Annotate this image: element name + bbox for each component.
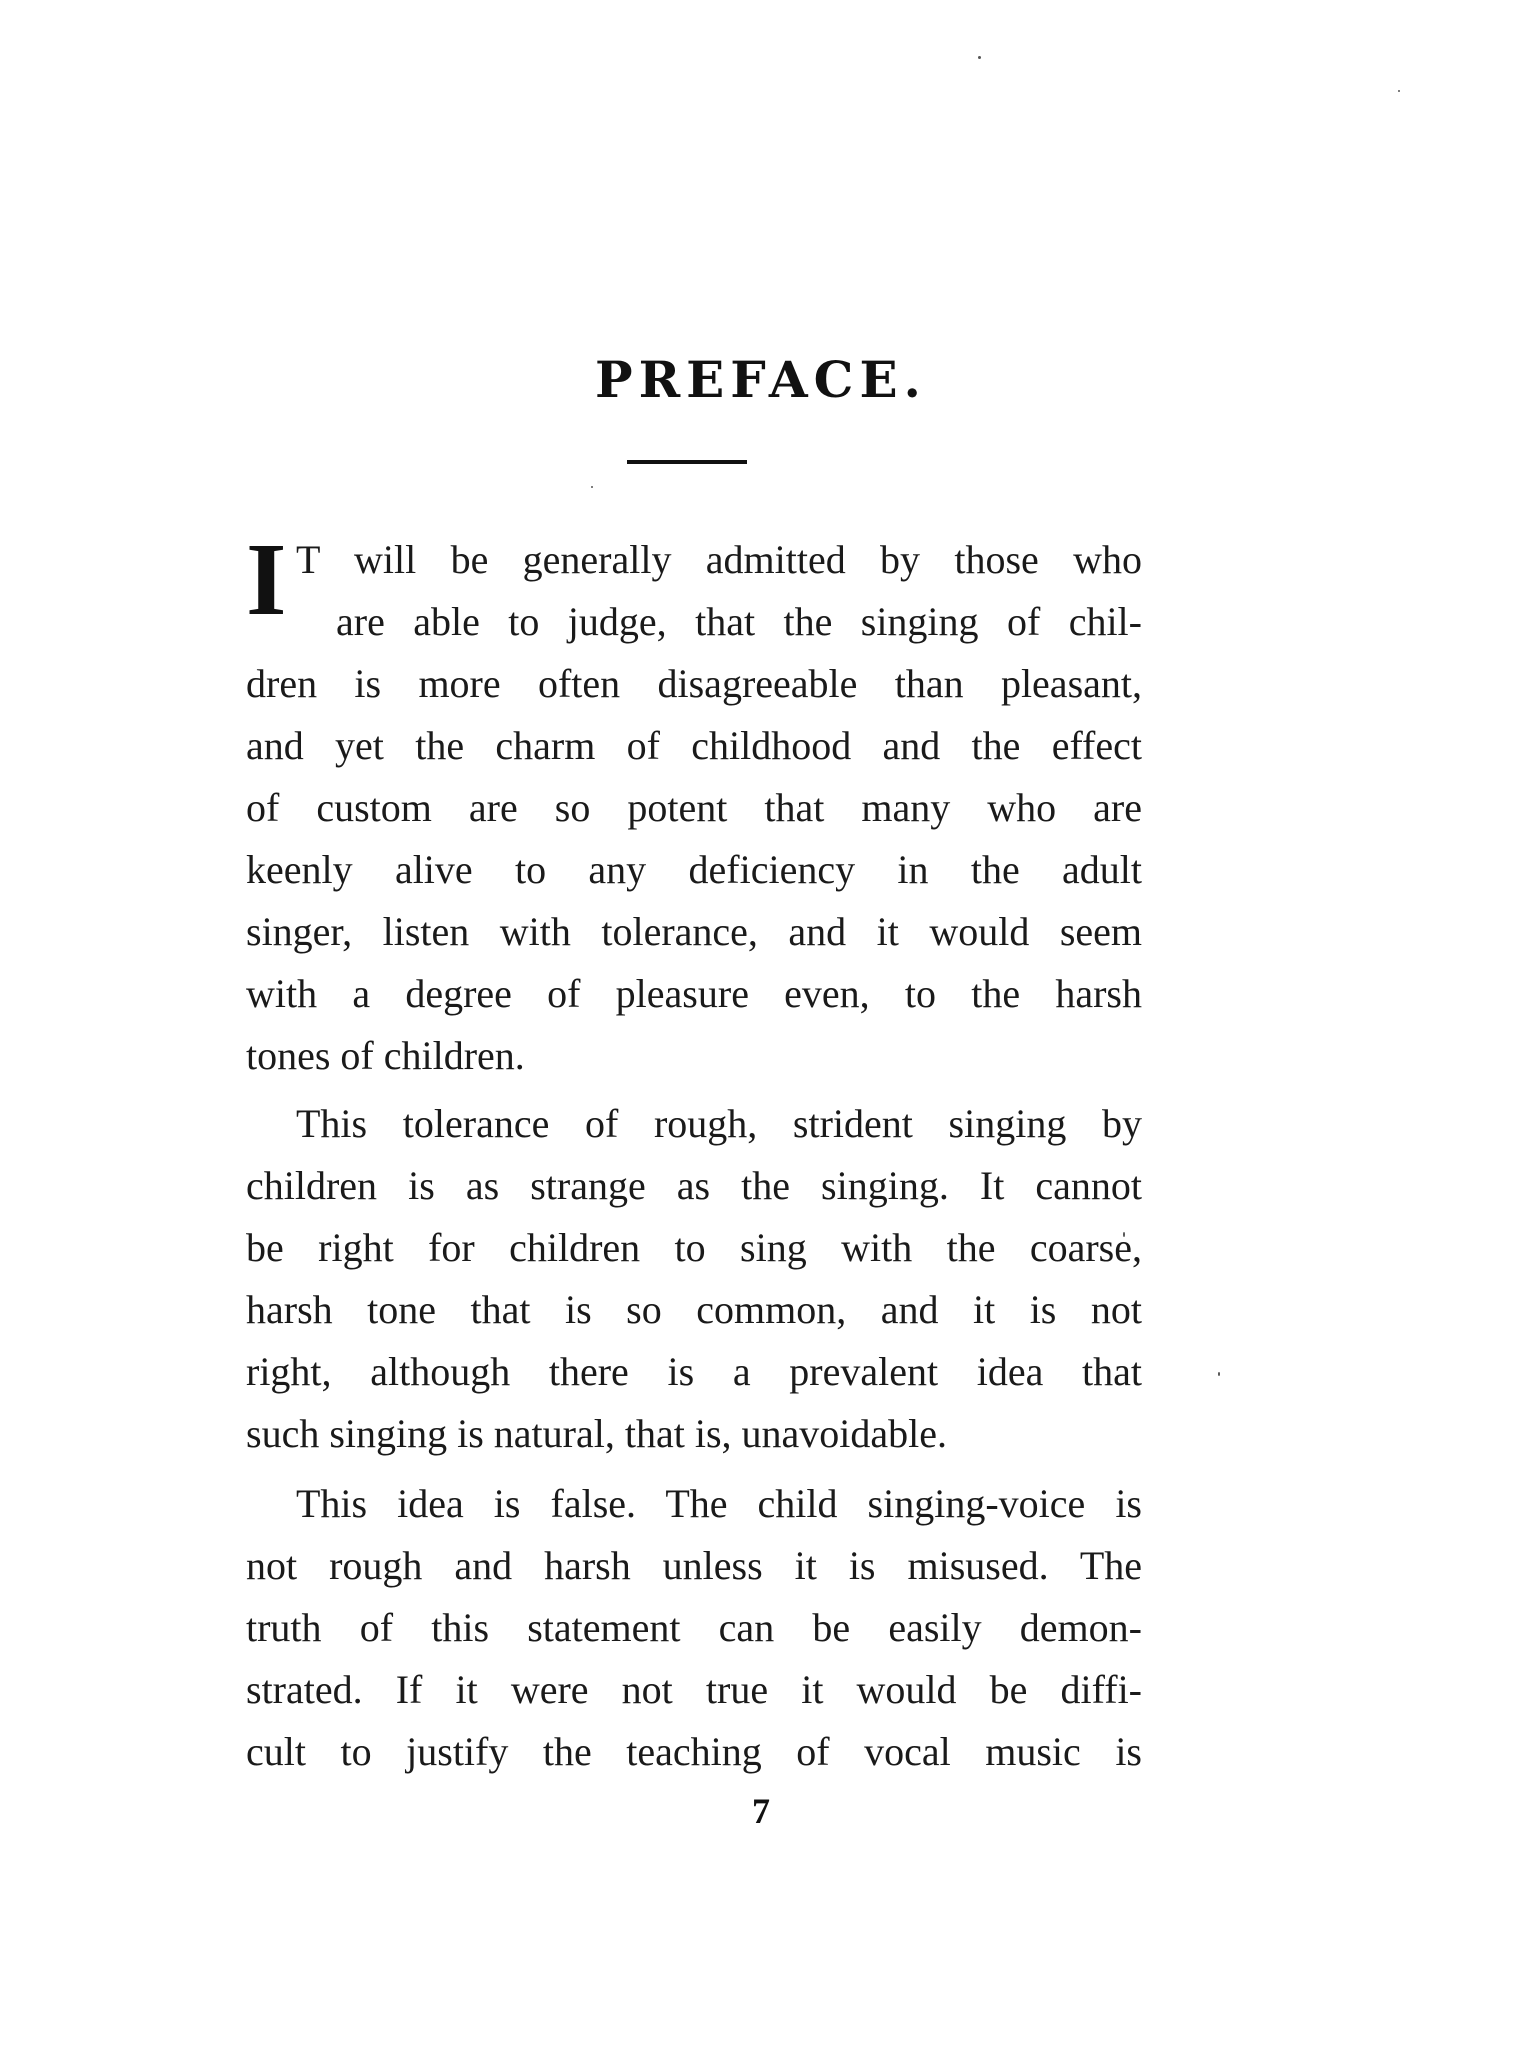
- text-line: This idea is false. The child singing-voice is: [296, 1481, 1142, 1526]
- page-number: 7: [752, 1791, 770, 1831]
- scan-speck: [591, 486, 593, 488]
- text-line: strated. If it were not true it would be diffi-: [246, 1667, 1142, 1712]
- scan-speck: [1398, 90, 1400, 92]
- text-line: harsh tone that is so common, and it is not: [246, 1287, 1142, 1332]
- text-line: tones of children.: [246, 1033, 525, 1078]
- text-line: are able to judge, that the singing of chil-: [336, 599, 1142, 644]
- text-line: keenly alive to any deficiency in the adult: [246, 847, 1142, 892]
- text-line: of custom are so potent that many who are: [246, 785, 1142, 830]
- text-line: truth of this statement can be easily demon-: [246, 1605, 1142, 1650]
- text-line: with a degree of pleasure even, to the harsh: [246, 971, 1142, 1016]
- text-line: not rough and harsh unless it is misused. The: [246, 1543, 1142, 1588]
- text-line: such singing is natural, that is, unavoidable.: [246, 1411, 947, 1456]
- text-line: dren is more often disagreeable than pleasant,: [246, 661, 1142, 706]
- scan-speck: [1218, 1372, 1220, 1376]
- title-rule: [627, 460, 747, 464]
- text-line: children is as strange as the singing. It cannot: [246, 1163, 1142, 1208]
- text-line: be right for children to sing with the coarse,: [246, 1225, 1142, 1270]
- scan-speck: [978, 56, 981, 59]
- page-title: PREFACE.: [595, 350, 927, 409]
- text-line: right, although there is a prevalent idea that: [246, 1349, 1142, 1394]
- text-line: and yet the charm of childhood and the effect: [246, 723, 1142, 768]
- text-line: singer, listen with tolerance, and it would seem: [246, 909, 1142, 954]
- text-line: This tolerance of rough, strident singing by: [296, 1101, 1142, 1146]
- drop-cap: I: [246, 522, 287, 637]
- text-line: cult to justify the teaching of vocal music is: [246, 1729, 1142, 1774]
- text-line: T will be generally admitted by those who: [296, 537, 1142, 582]
